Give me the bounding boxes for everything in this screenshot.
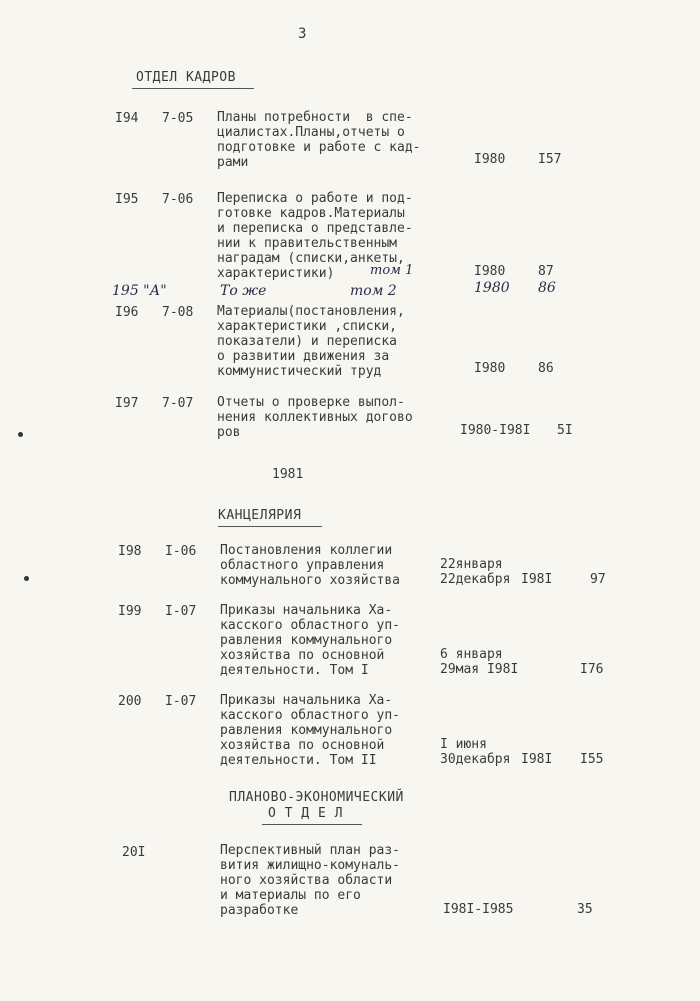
record-number: I96 <box>115 305 139 320</box>
record-number: I98 <box>118 544 142 559</box>
record-index: 7-08 <box>162 305 194 320</box>
record-title: Отчеты о проверке выпол- нения коллективных догово ров <box>217 395 413 440</box>
handwritten-note: том 1 <box>370 263 414 278</box>
heading-underline <box>262 824 362 825</box>
record-dates-year: I98I <box>521 572 553 587</box>
record-dates: I980-I98I <box>460 423 531 438</box>
punch-hole-mark <box>24 576 29 581</box>
section-heading-kadry: ОТДЕЛ КАДРОВ <box>136 70 236 85</box>
section-heading-planovo: ПЛАНОВО-ЭКОНОМИЧЕСКИЙ <box>229 790 404 805</box>
record-sheets: 5I <box>557 423 573 438</box>
record-sheets: I57 <box>538 152 562 167</box>
year-heading: 1981 <box>272 467 304 482</box>
record-index: 7-05 <box>162 111 194 126</box>
record-number: 20I <box>122 845 146 860</box>
record-sheets: I76 <box>580 662 604 677</box>
record-title: Переписка о работе и под- готовке кадров.Материалы и переписка о представле- нии к правительственным наградам (списки,анкеты, характеристики) <box>217 191 413 281</box>
record-dates-year: I98I <box>521 752 553 767</box>
heading-underline <box>132 88 254 89</box>
record-index: I-06 <box>165 544 197 559</box>
record-title: Постановления коллегии областного управления коммунального хозяйства <box>220 543 401 588</box>
record-number: I94 <box>115 111 139 126</box>
record-title: Перспективный план раз- вития жилищно-комуналь- ного хозяйства области и материалы по его разработке <box>220 843 401 918</box>
record-dates: I980 <box>474 152 506 167</box>
record-number: 200 <box>118 694 142 709</box>
record-number: I97 <box>115 396 139 411</box>
record-dates: I98I-I985 <box>443 902 514 917</box>
record-title: Приказы начальника Ха- касского областного уп- равления коммунального хозяйства по основной деятельности. Том II <box>220 693 401 768</box>
record-dates: 22января 22декабря <box>440 557 511 587</box>
handwritten-record-title: То же <box>220 283 267 299</box>
record-sheets: 97 <box>590 572 606 587</box>
record-number: I99 <box>118 604 142 619</box>
handwritten-record-dates: 1980 <box>474 280 510 296</box>
record-title: Материалы(постановления, характеристики ,списки, показатели) и переписка о развитии движения за коммунистический труд <box>217 304 405 379</box>
record-dates: I980 <box>474 264 506 279</box>
section-heading-planovo-otdel: О Т Д Е Л <box>268 806 343 821</box>
record-index: 7-07 <box>162 396 194 411</box>
record-title: Приказы начальника Ха- касского областного уп- равления коммунального хозяйства по основной деятельности. Том I <box>220 603 401 678</box>
record-dates: 6 января 29мая I98I <box>440 647 519 677</box>
handwritten-record-sheets: 86 <box>538 280 556 296</box>
record-sheets: 86 <box>538 361 554 376</box>
record-index: I-07 <box>165 694 197 709</box>
page-number: 3 <box>298 26 307 42</box>
record-index: 7-06 <box>162 192 194 207</box>
section-heading-kancelyariya: КАНЦЕЛЯРИЯ <box>218 508 302 523</box>
record-index: I-07 <box>165 604 197 619</box>
record-title: Планы потребности в спе- циалистах.Планы,отчеты о подготовке и работе с кад- рами <box>217 110 421 170</box>
record-dates: I июня 30декабря <box>440 737 511 767</box>
record-sheets: 35 <box>577 902 593 917</box>
record-number: I95 <box>115 192 139 207</box>
handwritten-record-number: 195 "А" <box>112 283 167 299</box>
record-sheets: I55 <box>580 752 604 767</box>
record-sheets: 87 <box>538 264 554 279</box>
handwritten-note: том 2 <box>350 283 397 299</box>
heading-underline <box>218 526 322 527</box>
punch-hole-mark <box>18 432 23 437</box>
record-dates: I980 <box>474 361 506 376</box>
